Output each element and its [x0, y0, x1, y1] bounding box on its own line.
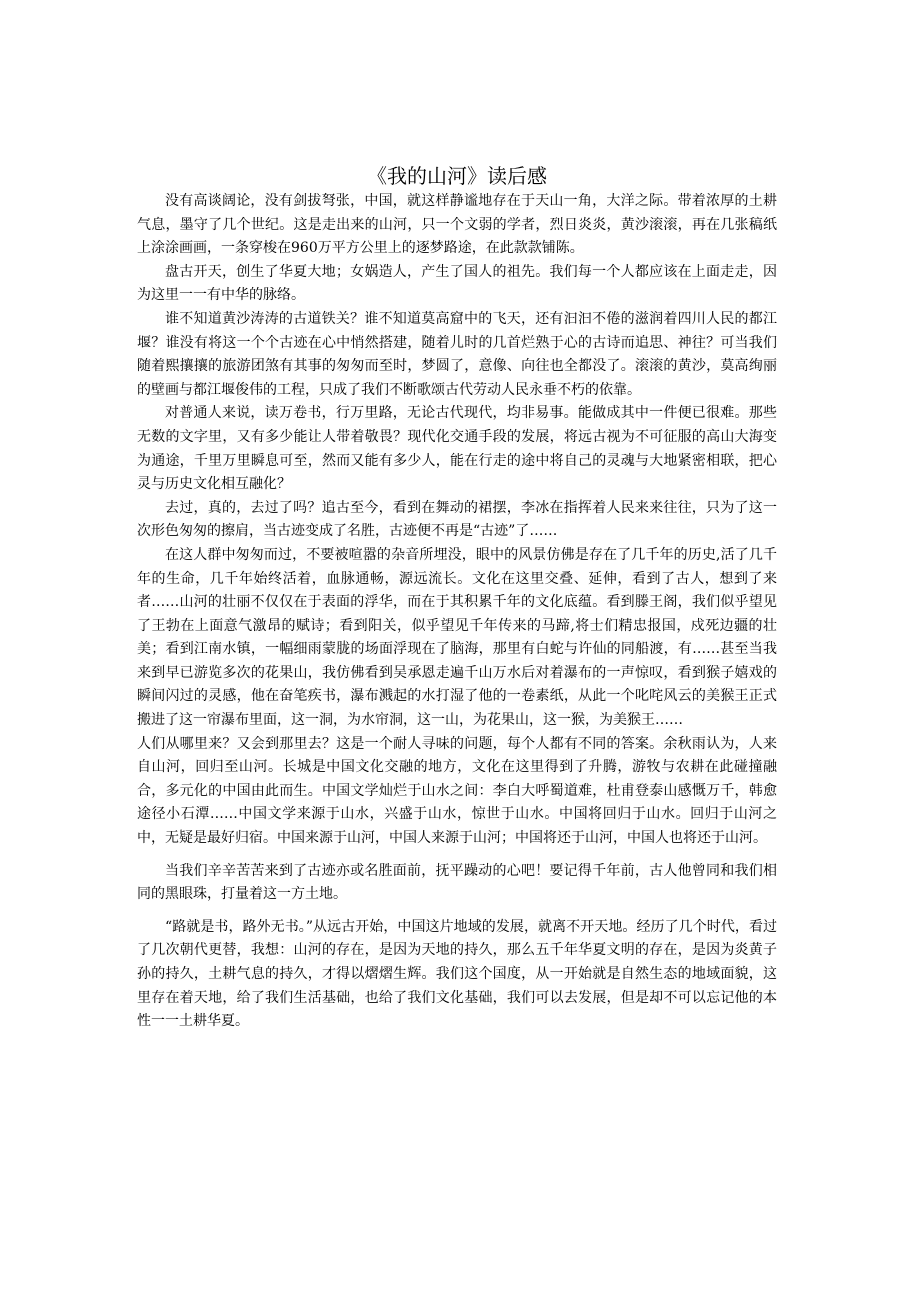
paragraph-2: 盘古开天，创生了华夏大地；女娲造人，产生了国人的祖先。我们每一个人都应该在上面走走，因为这里一一有中华的脉络。: [137, 263, 777, 304]
paragraph-8: 当我们辛辛苦苦来到了古迹亦或名胜面前，抚平躁动的心吧！要记得千年前，古人他曾同和我们相同的黑眼珠，打量着这一方土地。: [137, 862, 777, 903]
document-body: [137, 190, 777, 1034]
paragraph-7: 人们从哪里来？又会到那里去？这是一个耐人寻味的问题，每个人都有不同的答案。余秋雨认为，人来自山河，回归至山河。长城是中国文化交融的地方，文化在这里得到了升腾，游牧与农耕在此碰撞融合，多元化的中国由此而生。中国文学灿烂于山水之间：李白大呼蜀道难，杜甫登泰山感慨万千，韩愈途径小石潭……中国文学来源于山水，兴盛于山水，惊世于山水。中国将回归于山水。回归于山河之中，无疑是最好归宿。中国来源于山河，中国人来源于山河；中国将还于山河，中国人也将还于山河。: [137, 735, 777, 847]
paragraph-1: 没有高谈阔论，没有剑拔弩张，中国，就这样静谧地存在于天山一角，大洋之际。带着浓厚的土耕气息，墨守了几个世纪。这是走出来的山河，只一个文弱的学者，烈日炎炎，黄沙滚滚，再在几张稿纸上涂涂画画，一条穿梭在960万平方公里上的逐梦路途，在此款款铺陈。: [137, 193, 777, 257]
paragraph-6: 在这人群中匆匆而过，不要被喧嚣的杂音所埋没，眼中的风景仿佛是存在了几千年的历史,活了几千年的生命，几千年始终活着，血脉通畅，源远流长。文化在这里交叠、延伸，看到了古人，想到了来者……山河的壮丽不仅仅在于表面的浮华，而在于其积累千年的文化底蕴。看到滕王阁，我们似乎望见了王勃在上面意气激昂的赋诗；看到阳关，似乎望见千年传来的马蹄,将士们精忠报国，戍死边疆的壮美；看到江南水镇，一幅细雨蒙胧的场面浮现在了脑海，那里有白蛇与许仙的同船渡，有……甚至当我来到早已游览多次的花果山，我仿佛看到吴承恩走遍千山万水后对着瀑布的一声惊叹，看到猴子嬉戏的瞬间闪过的灵感，他在奋笔疾书，瀑布溅起的水打湿了他的一卷素纸，从此一个叱咤风云的美猴王正式搬进了这一帘瀑布里面，这一洞，为水帘洞，这一山，为花果山，这一猴，为美猴王……: [137, 546, 777, 729]
paragraph-4: 对普通人来说，读万卷书，行万里路，无论古代现代，均非易事。能做成其中一件便已很难。那些无数的文字里，又有多少能让人带着敬畏？现代化交通手段的发展，将远古视为不可征服的高山大海变为通途，千里万里瞬息可至，然而又能有多少人，能在行走的途中将自己的灵魂与大地紧密相联，把心灵与历史文化相互融化？: [137, 405, 777, 493]
paragraph-5: 去过，真的，去过了吗？追古至今，看到在舞动的裙摆，李冰在指挥着人民来来往往，只为了这一次形色匆匆的擦肩，当古迹变成了名胜，古迹便不再是“古迹”了……: [137, 499, 777, 540]
document-title: 《我的山河》读后感: [367, 164, 547, 188]
paragraph-9: “路就是书，路外无书。”从远古开始，中国这片地域的发展，就离不开天地。经历了几个时代，看过了几次朝代更替，我想：山河的存在，是因为天地的持久，那么五千年华夏文明的存在，是因为炎黄子孙的持久，土耕气息的持久，才得以熠熠生辉。我们这个国度，从一开始就是自然生态的地域面貌，这里存在着天地，给了我们生活基础，也给了我们文化基础，我们可以去发展，但是却不可以忘记他的本性一一土耕华夏。: [137, 918, 777, 1030]
paragraph-3: 谁不知道黄沙涛涛的古道铁关？谁不知道莫高窟中的飞天，还有汩汩不倦的滋润着四川人民的都江堰？谁没有将这一个个古迹在心中悄然搭建，随着儿时的几首烂熟于心的古诗而追思、神往？可当我们随着熙攘攘的旅游团煞有其事的匆匆而至时，梦圆了，意像、向往也全都没了。滚滚的黄沙，莫高绚丽的壁画与都江堰俊伟的工程，只成了我们不断歌颂古代劳动人民永垂不朽的依靠。: [137, 310, 777, 398]
